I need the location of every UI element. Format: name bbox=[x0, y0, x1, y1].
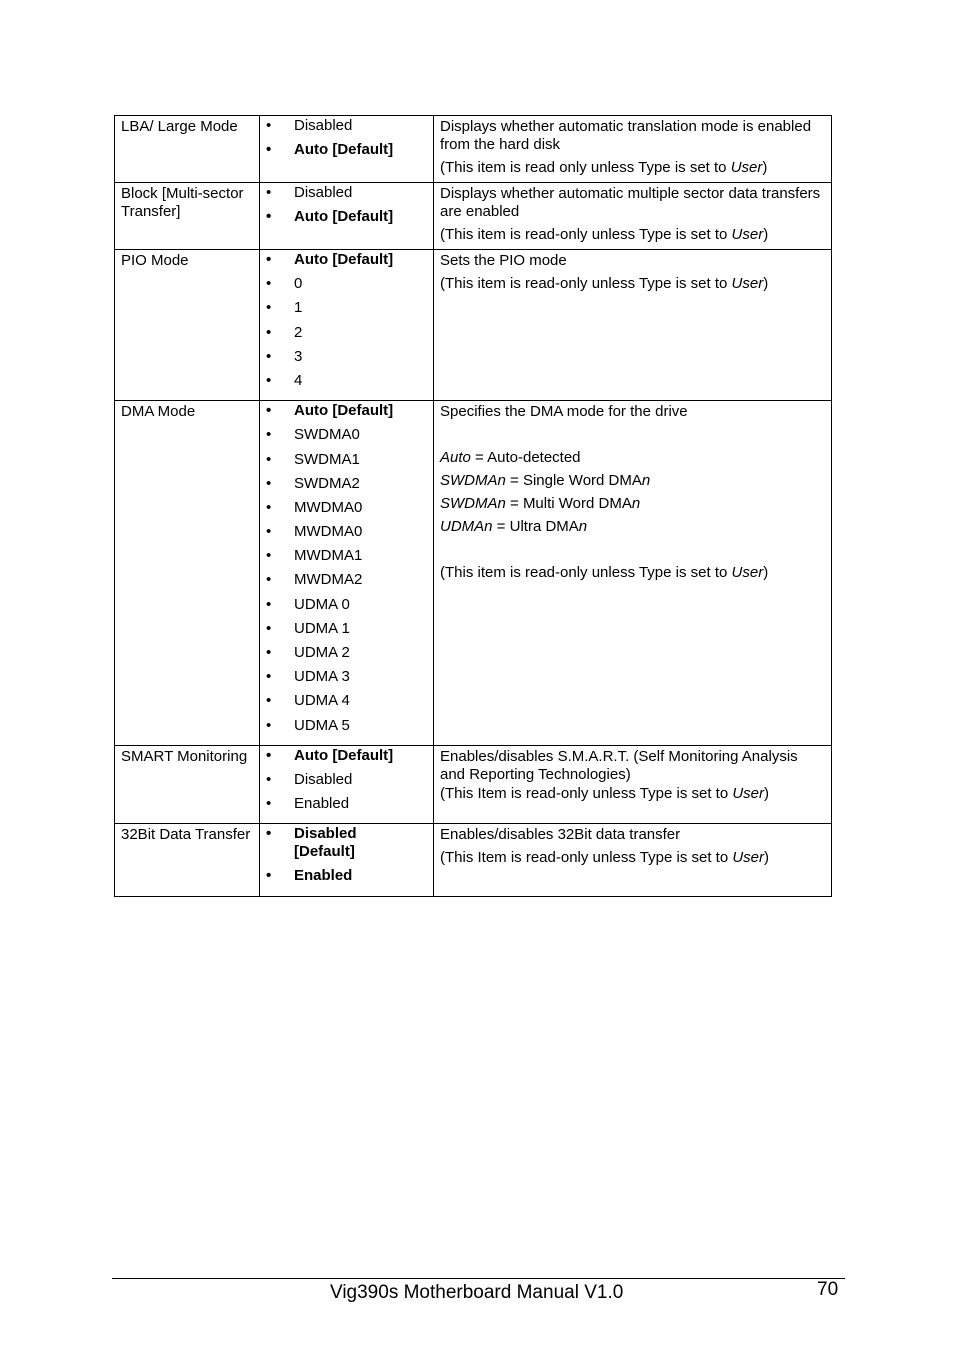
item-description: Enables/disables 32Bit data transfer (This Item is read-only unless Type is set to User) bbox=[434, 824, 831, 867]
option-item: • MWDMA2 bbox=[266, 571, 363, 589]
item-name: Block [Multi-sector Transfer] bbox=[121, 185, 244, 220]
bullet-icon: • bbox=[266, 644, 272, 661]
bullet-icon: • bbox=[266, 571, 272, 589]
option-item: • Enabled bbox=[266, 867, 353, 885]
bullet-icon: • bbox=[266, 402, 272, 420]
item-name: LBA/ Large Mode bbox=[121, 118, 238, 135]
bullet-icon: • bbox=[266, 184, 272, 201]
option-item: • 4 bbox=[266, 371, 303, 389]
table-row bbox=[115, 824, 832, 896]
bullet-icon: • bbox=[266, 141, 272, 159]
definition-line: UDMAn = Ultra DMAn bbox=[440, 518, 588, 536]
option-item: • Enabled bbox=[266, 795, 350, 813]
option-item-default: • Auto [Default] bbox=[266, 402, 394, 420]
definition-line: SWDMAn = Single Word DMAn bbox=[440, 472, 651, 490]
option-item: • MWDMA0 bbox=[266, 498, 363, 516]
option-item: • UDMA 1 bbox=[266, 619, 350, 637]
table-row bbox=[115, 250, 832, 401]
option-item: • Disabled bbox=[266, 770, 353, 788]
table-row bbox=[115, 116, 832, 183]
bullet-icon: • bbox=[266, 275, 272, 293]
bullet-icon: • bbox=[266, 770, 272, 788]
definition-line: SWDMAn = Multi Word DMAn bbox=[440, 495, 641, 513]
option-item: • UDMA 2 bbox=[266, 644, 350, 661]
option-item: • SWDMA1 bbox=[266, 450, 360, 468]
table-row bbox=[115, 401, 832, 746]
read-only-note: (This item is read only unless Type is set to User) bbox=[440, 159, 768, 176]
option-list bbox=[260, 824, 433, 895]
item-description: Specifies the DMA mode for the drive Auto = Auto-detected SWDMAn = Single Word DMAn SWDMAn = Multi Word DMAn UDMAn = Ultra DMAn (This item is read-only unless Type is set to User) bbox=[434, 401, 831, 582]
item-name: SMART Monitoring bbox=[121, 747, 248, 765]
option-list bbox=[260, 183, 433, 236]
table-row bbox=[115, 183, 832, 250]
option-item-default: • Auto [Default] bbox=[266, 208, 394, 226]
bullet-icon: • bbox=[266, 716, 272, 734]
read-only-note: (This item is read-only unless Type is set to User) bbox=[440, 275, 769, 292]
item-name: PIO Mode bbox=[121, 252, 189, 269]
bullet-icon: • bbox=[266, 426, 272, 444]
bullet-icon: • bbox=[266, 251, 272, 268]
read-only-note: (This Item is read-only unless Type is set to User) bbox=[440, 849, 770, 867]
option-item: • 3 bbox=[266, 347, 303, 365]
option-item: • MWDMA0 bbox=[266, 523, 363, 541]
option-item: • 0 bbox=[266, 275, 303, 293]
bullet-icon: • bbox=[266, 547, 272, 565]
option-item: • SWDMA0 bbox=[266, 426, 360, 444]
bullet-icon: • bbox=[266, 668, 272, 686]
item-name: 32Bit Data Transfer bbox=[121, 826, 251, 844]
bullet-icon: • bbox=[266, 692, 272, 710]
bullet-icon: • bbox=[266, 867, 272, 885]
option-list bbox=[260, 116, 433, 169]
page-number: 70 bbox=[817, 1279, 839, 1300]
option-item-default: • Auto [Default] bbox=[266, 251, 394, 268]
option-item: • UDMA 5 bbox=[266, 716, 350, 734]
table-row bbox=[115, 745, 832, 824]
option-list bbox=[260, 746, 433, 824]
bios-settings-table bbox=[114, 115, 832, 897]
item-description: Displays whether automatic translation mode is enabled from the hard disk (This item is read only unless Type is set to User) bbox=[434, 116, 831, 177]
bullet-icon: • bbox=[266, 523, 272, 541]
bullet-icon: • bbox=[266, 299, 272, 317]
option-item: • UDMA 3 bbox=[266, 668, 350, 686]
bullet-icon: • bbox=[266, 795, 272, 813]
option-item: • 1 bbox=[266, 299, 303, 317]
bullet-icon: • bbox=[266, 371, 272, 389]
option-item-default: • Auto [Default] bbox=[266, 141, 394, 159]
option-item: • MWDMA1 bbox=[266, 547, 363, 565]
footer-manual-title: Vig390s Motherboard Manual V1.0 bbox=[330, 1282, 624, 1303]
bullet-icon: • bbox=[266, 595, 272, 613]
option-list bbox=[260, 250, 433, 400]
option-item: • Disabled bbox=[266, 184, 353, 201]
bullet-icon: • bbox=[266, 117, 272, 134]
option-item-default: • Disabled [Default] bbox=[266, 825, 357, 861]
option-item: • SWDMA2 bbox=[266, 474, 360, 492]
option-item: • Disabled bbox=[266, 117, 353, 134]
bullet-icon: • bbox=[266, 474, 272, 492]
footer-divider bbox=[112, 1278, 845, 1279]
item-description: Displays whether automatic multiple sector data transfers are enabled (This item is read-only unless Type is set to User) bbox=[434, 183, 831, 244]
read-only-note: (This item is read-only unless Type is set to User) bbox=[440, 226, 769, 243]
read-only-note: (This Item is read-only unless Type is set to User) bbox=[440, 784, 770, 802]
option-item: • UDMA 0 bbox=[266, 595, 350, 613]
bullet-icon: • bbox=[266, 450, 272, 468]
item-name: DMA Mode bbox=[121, 403, 196, 421]
option-item-default: • Auto [Default] bbox=[266, 746, 394, 764]
bullet-icon: • bbox=[266, 323, 272, 341]
dma-definitions bbox=[440, 449, 825, 536]
bullet-icon: • bbox=[266, 208, 272, 226]
option-list bbox=[260, 401, 433, 745]
option-item: • 2 bbox=[266, 323, 303, 341]
item-description: Sets the PIO mode (This item is read-only unless Type is set to User) bbox=[434, 250, 831, 293]
bullet-icon: • bbox=[266, 619, 272, 637]
item-description: Enables/disables S.M.A.R.T. (Self Monitoring Analysis and Reporting Technologies) (This Item is read-only unless Type is set to User) bbox=[434, 746, 831, 803]
bullet-icon: • bbox=[266, 498, 272, 516]
option-item: • UDMA 4 bbox=[266, 692, 350, 710]
bullet-icon: • bbox=[266, 347, 272, 365]
bullet-icon: • bbox=[266, 825, 272, 843]
bullet-icon: • bbox=[266, 746, 272, 764]
definition-line: Auto = Auto-detected bbox=[440, 449, 581, 467]
read-only-note: (This item is read-only unless Type is set to User) bbox=[440, 564, 769, 582]
